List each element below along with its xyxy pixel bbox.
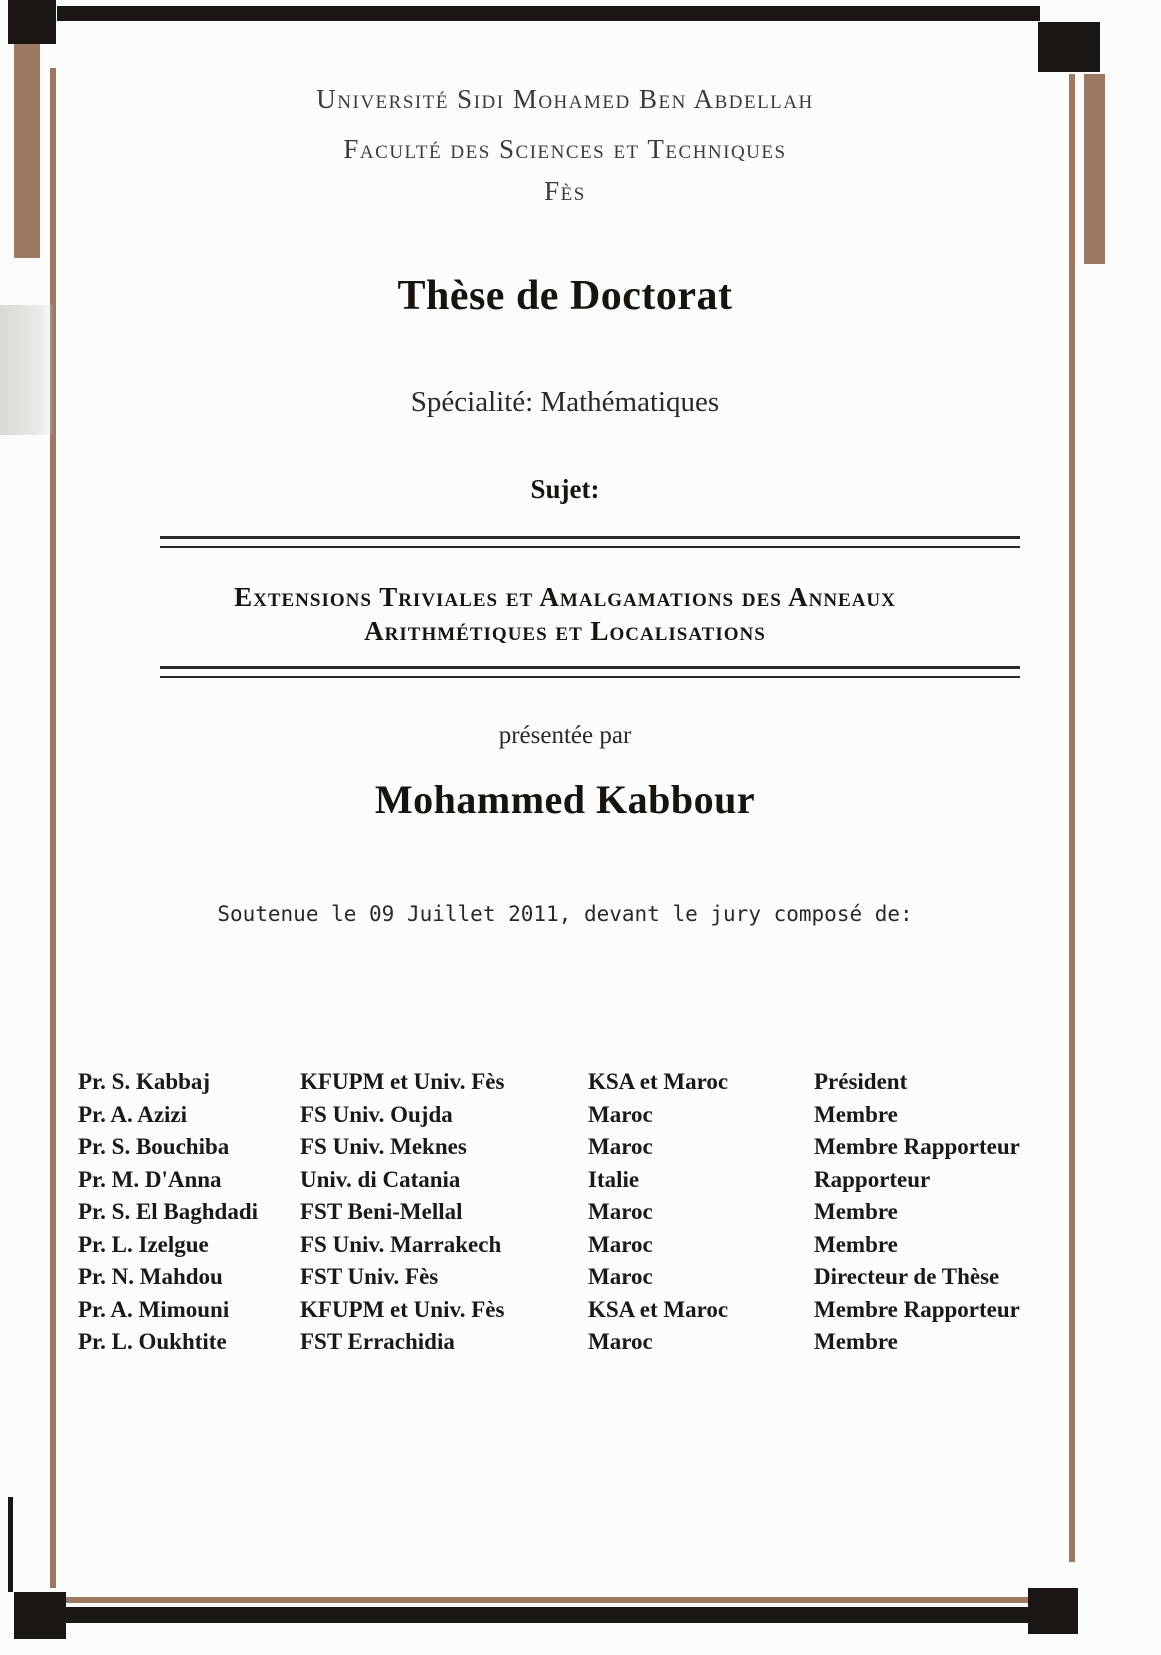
- jury-role: Membre Rapporteur: [814, 1296, 1020, 1322]
- jury-name: Pr. S. El Baghdadi: [78, 1199, 259, 1224]
- jury-country: Maroc: [588, 1101, 653, 1127]
- frame-bottom-thin-line: [66, 1597, 1028, 1603]
- jury-role: Membre: [814, 1329, 898, 1354]
- jury-name: Pr. A. Mimouni: [78, 1296, 230, 1322]
- jury-role: Membre: [814, 1101, 898, 1127]
- jury-name: Pr. N. Mahdou: [78, 1264, 223, 1289]
- jury-name: Pr. A. Azizi: [78, 1101, 188, 1127]
- jury-country: Italie: [588, 1166, 640, 1192]
- frame-top-bar: [57, 6, 1040, 21]
- jury-country: Maroc: [588, 1329, 653, 1354]
- jury-role: Membre: [814, 1199, 898, 1224]
- jury-country: Maroc: [588, 1264, 653, 1289]
- jury-affiliation: Univ. di Catania: [300, 1166, 461, 1192]
- specialty-line: Spécialité: Mathématiques: [410, 386, 720, 418]
- jury-affiliation: FS Univ. Meknes: [300, 1134, 467, 1159]
- jury-role: Rapporteur: [814, 1166, 931, 1192]
- frame-corner-top-left: [8, 0, 56, 44]
- jury-name: Pr. L. Izelgue: [78, 1231, 209, 1257]
- double-rule-bottom: [160, 666, 1020, 678]
- jury-affiliation: FS Univ. Marrakech: [300, 1231, 502, 1257]
- jury-name: Pr. S. Kabbaj: [78, 1069, 211, 1094]
- jury-country: Maroc: [588, 1199, 653, 1224]
- frame-corner-top-right: [1038, 22, 1100, 72]
- defense-statement: Soutenue le 09 Juillet 2011, devant le jury composé de:: [217, 902, 913, 926]
- jury-role: Directeur de Thèse: [814, 1264, 1000, 1289]
- jury-affiliation: FS Univ. Oujda: [300, 1101, 453, 1127]
- jury-name: Pr. S. Bouchiba: [78, 1134, 230, 1159]
- presented-by-label: présentée par: [498, 722, 632, 749]
- jury-country: KSA et Maroc: [588, 1296, 729, 1322]
- jury-affiliation: FST Beni-Mellal: [300, 1199, 463, 1224]
- thesis-title: [0, 580, 1130, 648]
- jury-role: Membre Rapporteur: [814, 1134, 1020, 1159]
- double-rule-top: [160, 536, 1020, 548]
- jury-affiliation: FST Errachidia: [300, 1329, 455, 1354]
- jury-name: Pr. L. Oukhtite: [78, 1329, 227, 1354]
- faculty-name: Faculté des Sciences et Techniques: [343, 134, 787, 164]
- city-name: Fès: [544, 176, 586, 206]
- jury-table: [78, 1066, 1020, 1359]
- subject-label: Sujet:: [530, 474, 600, 504]
- jury-country: Maroc: [588, 1231, 653, 1257]
- frame-corner-bottom-left: [14, 1592, 66, 1639]
- jury-role: Président: [814, 1069, 908, 1094]
- document-type-title: Thèse de Doctorat: [397, 273, 733, 319]
- thesis-title-line1: Extensions Triviales et Amalgamations des Anneaux: [234, 582, 896, 612]
- frame-corner-bottom-right: [1028, 1588, 1078, 1634]
- thesis-title-line2: Arithmétiques et Localisations: [364, 616, 766, 646]
- jury-country: Maroc: [588, 1134, 653, 1159]
- author-name: Mohammed Kabbour: [374, 777, 756, 822]
- frame-bottom-bar: [66, 1607, 1034, 1623]
- university-name: Université Sidi Mohamed Ben Abdellah: [316, 84, 814, 114]
- jury-role: Membre: [814, 1231, 898, 1257]
- jury-name: Pr. M. D'Anna: [78, 1166, 222, 1192]
- frame-left-edge-line: [8, 1497, 13, 1592]
- jury-affiliation: FST Univ. Fès: [300, 1264, 439, 1289]
- jury-country: KSA et Maroc: [588, 1069, 729, 1094]
- jury-affiliation: KFUPM et Univ. Fès: [300, 1296, 505, 1322]
- jury-affiliation: KFUPM et Univ. Fès: [300, 1069, 505, 1094]
